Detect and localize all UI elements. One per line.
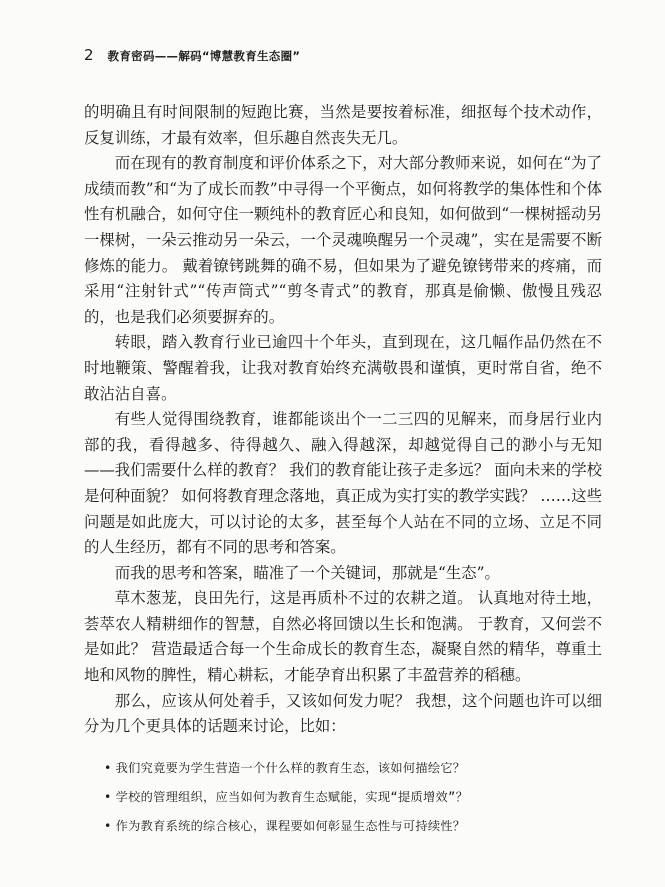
paragraph-continued: 的明确且有时间限制的短跑比赛，当然是要按着标准，细抠每个技术动作，反复训练，才最有效率，但乐趣自然丧失无几。 [84,103,602,147]
list-item-text: 学校的管理组织，应当如何为教育生态赋能，实现“提质增效”？ [115,790,469,804]
bullet-icon: • [104,819,112,833]
list-item [104,812,624,841]
bullet-icon: • [104,761,112,775]
bullet-icon: • [104,790,112,804]
list-item [104,754,624,783]
list-item-text: 作为教育系统的综合核心，课程要如何彰显生态性与可持续性？ [115,819,466,833]
running-header [84,46,300,64]
paragraph: 而在现有的教育制度和评价体系之下，对大部分教师来说，如何在“为了成绩而教”和“为了成长而教”中寻得一个平衡点，如何将教学的集体性和个体性有机融合，如何守住一颗纯朴的教育匠心和良知，如何做到“一棵树摇动另一棵树，一朵云推动另一朵云，一个灵魂唤醒另一个灵魂”，实在是需要不断修炼的能力。 戴着镣铐跳舞的确不易，但如果为了避免镣铐带来的疼痛，而采用“注射针式”“传声筒式”“剪冬青式”的教育，那真是偷懒、傲慢且残忍的，也是我们必须要摒弃的。 [84,154,602,326]
paragraph: 转眼，踏入教育行业已逾四十个年头，直到现在，这几幅作品仍然在不时地鞭策、警醒着我，让我对教育始终充满敬畏和谨慎，更时常自省，绝不敢沾沾自喜。 [84,333,602,403]
paragraph: 而我的思考和答案，瞄准了一个关键词，那就是“生态”。 [114,563,500,582]
list-item [104,783,624,812]
page-number: 2 [84,46,94,64]
question-list [104,754,624,841]
running-title: 教育密码——解码“博慧教育生态圈” [107,49,301,63]
list-item-text: 我们究竟要为学生营造一个什么样的教育生态，该如何描绘它？ [115,761,466,775]
paragraph: 那么，应该从何处着手，又该如何发力呢？ 我想，这个问题也许可以细分为几个更具体的话题来讨论，比如： [84,691,602,736]
paragraph: 有些人觉得围绕教育，谁都能谈出个一二三四的见解来，而身居行业内部的我，看得越多、待得越久、融入得越深，却越觉得自己的渺小与无知——我们需要什么样的教育？ 我们的教育能让孩子走多远？ 面向未来的学校是何种面貌？ 如何将教育理念落地，真正成为实打实的教学实践？ ……这些问题是如此庞大，可以讨论的太多，甚至每个人站在不同的立场、立足不同的人生经历，都有不同的思考和答案。 [84,410,602,557]
paragraph: 草木葱茏，良田先行，这是再质朴不过的农耕之道。 认真地对待土地，荟萃农人精耕细作的智慧，自然必将回馈以生长和饱满。 于教育，又何尝不是如此？ 营造最适合每一个生命成长的教育生态，凝聚自然的精华，尊重土地和风物的脾性，精心耕耘，才能孕育出积累了丰盈营养的稻穗。 [84,589,602,685]
body-text [84,100,602,740]
